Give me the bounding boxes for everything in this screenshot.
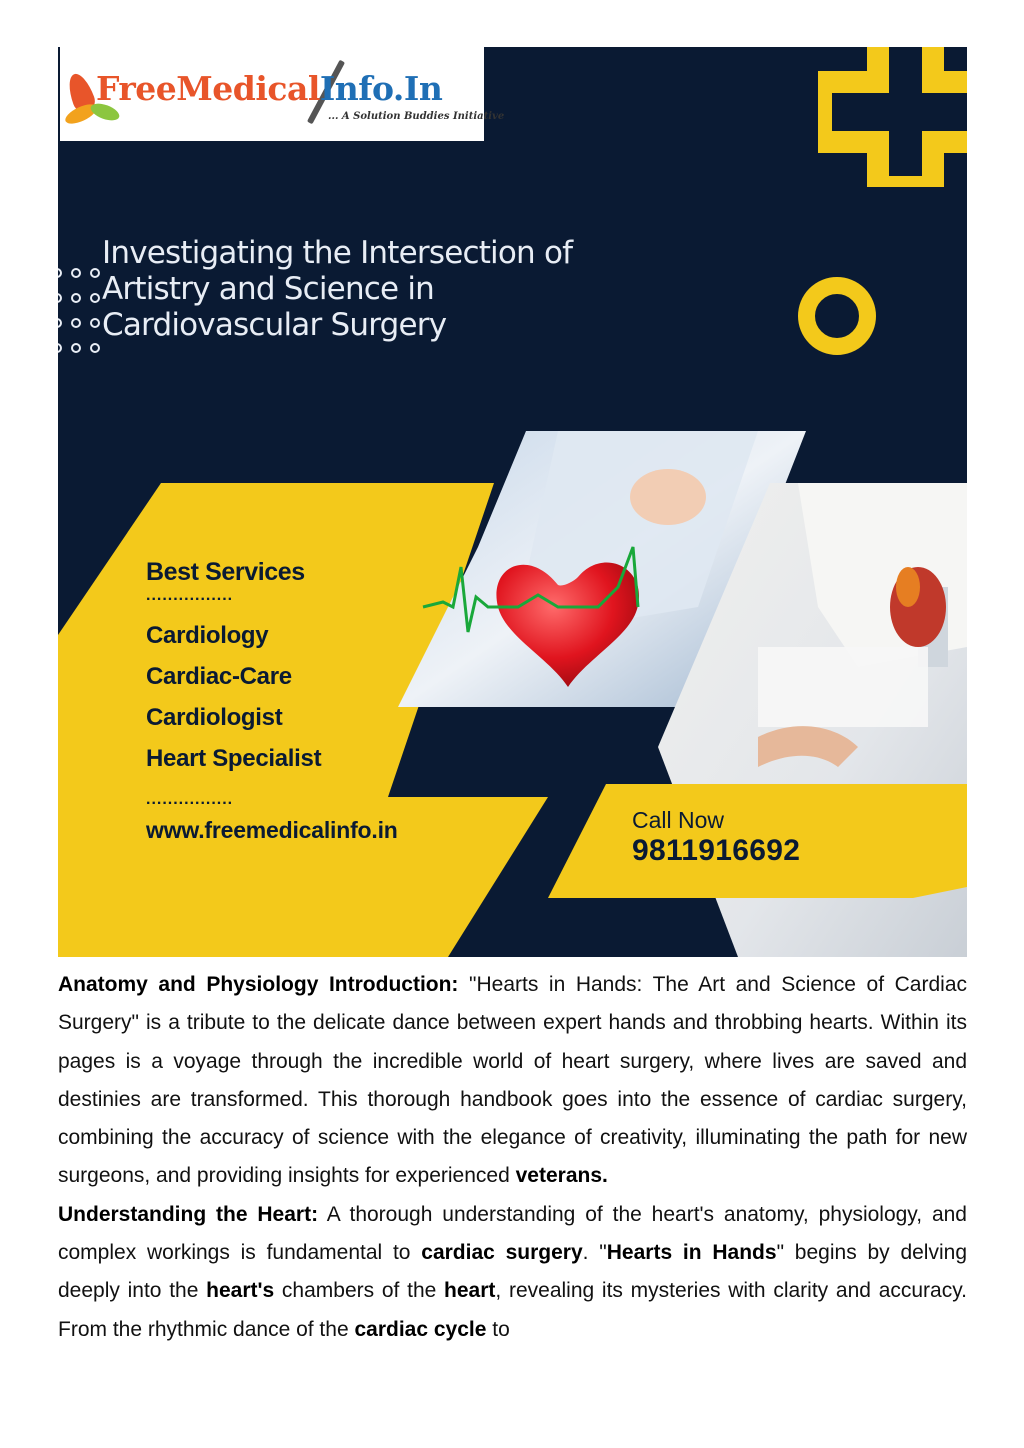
- services-list: [146, 615, 398, 779]
- hero-banner: [58, 47, 967, 957]
- dot-grid-icon: [58, 267, 104, 357]
- section-label: Understanding the Heart:: [58, 1202, 319, 1226]
- services-heading: Best Services: [146, 558, 305, 586]
- phone-number[interactable]: 9811916692: [632, 834, 801, 867]
- call-block: [632, 807, 800, 868]
- website-link[interactable]: www.freemedicalinfo.in: [146, 817, 398, 843]
- title-line: Artistry and Science in: [102, 271, 435, 307]
- service-item: Cardiology: [146, 622, 269, 649]
- logo-tagline: ... A Solution Buddies Initiative: [328, 111, 505, 122]
- service-item: Cardiologist: [146, 704, 283, 731]
- logo-brand: FreeMedicalInfo.In: [96, 69, 443, 108]
- title-line: Investigating the Intersection of: [102, 235, 573, 271]
- article-body: [58, 966, 967, 1349]
- services-block: [146, 558, 398, 844]
- paragraph: Anatomy and Physiology Introduction: "Hearts in Hands: The Art and Science of Cardiac Surgery" is a tribute to the delicate dance between expert hands and throbbing hearts. Within its pages is a voyage through the incredible world of heart surgery, where lives are saved and destinies are transformed. This thorough handbook goes into the essence of cardiac surgery, combining the accuracy of science with the elegance of creativity, illuminating the path for new surgeons, and providing insights for experienced veterans.: [58, 973, 967, 1188]
- service-item: Cardiac-Care: [146, 663, 292, 690]
- separator: ................: [146, 587, 234, 604]
- paragraph: Understanding the Heart: A thorough understanding of the heart's anatomy, physiology, and complex workings is fundamental to cardiac surgery. "Hearts in Hands" begins by delving deeply into the heart's chambers of the heart, revealing its mysteries with clarity and accuracy. From the rhythmic dance of the cardiac cycle to: [58, 1202, 967, 1341]
- banner-title: [102, 235, 702, 343]
- call-label: Call Now: [632, 807, 725, 833]
- title-line: Cardiovascular Surgery: [102, 307, 447, 343]
- site-logo: [60, 47, 505, 141]
- ring-icon: [798, 277, 876, 355]
- separator: ................: [146, 791, 234, 808]
- plus-icon: [818, 47, 967, 187]
- service-item: Heart Specialist: [146, 745, 322, 772]
- section-label: Anatomy and Physiology Introduction:: [58, 973, 459, 996]
